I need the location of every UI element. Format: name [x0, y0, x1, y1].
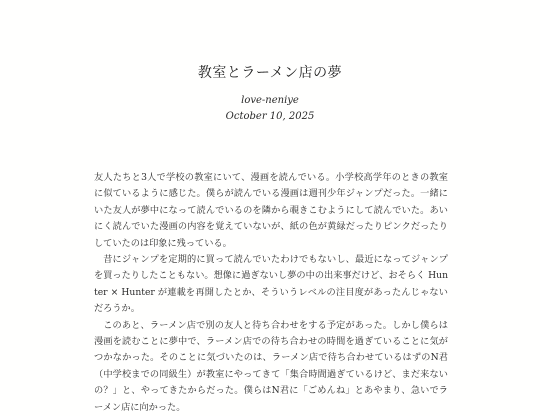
body-paragraph: 昔にジャンプを定期的に買って読んでいたわけでもないし、最近になってジャンプを買ったりしたこともない。想像に過ぎないし夢の中の出来事だけど、おそらく Hunter × Hunter が連載を再開したとか、そういうレベルの注目度があったんじゃないだろうか。	[94, 254, 448, 315]
post-body	[94, 170, 448, 416]
post-header	[0, 60, 540, 124]
body-paragraph: このあと、ラーメン店で別の友人と待ち合わせをする予定があった。しかし僕らは漫画を読むことに夢中で、ラーメン店での待ち合わせの時間を過ぎていることに気がつかなかった。そのことに気づいたのは、ラーメン店で待ち合わせているはずのN君（中学校までの同級生）が教室にやってきて「集合時間過ぎているけど、まだ来ないの？」と、やってきたからだった。僕らはN君に「ごめんね」とあやまり、急いでラーメン店に向かった。	[94, 319, 448, 413]
post-date: October 10, 2025	[225, 111, 315, 122]
post-title: 教室とラーメン店の夢	[197, 65, 343, 81]
post-author[interactable]: love-neniye	[241, 95, 299, 106]
body-paragraph: 友人たちと3人で学校の教室にいて、漫画を読んでいる。小学校高学年のときの教室に似ているように感じた。僕らが読んでいる漫画は週刊少年ジャンプだった。一緒にいた友人が夢中になって読んでいるのを隣から覗きこむようにして読んでいた。あいにく読んでいた漫画の内容を覚えていないが、紙の色が黄緑だったりピンクだったりしていたのは印象に残っている。	[94, 172, 448, 249]
